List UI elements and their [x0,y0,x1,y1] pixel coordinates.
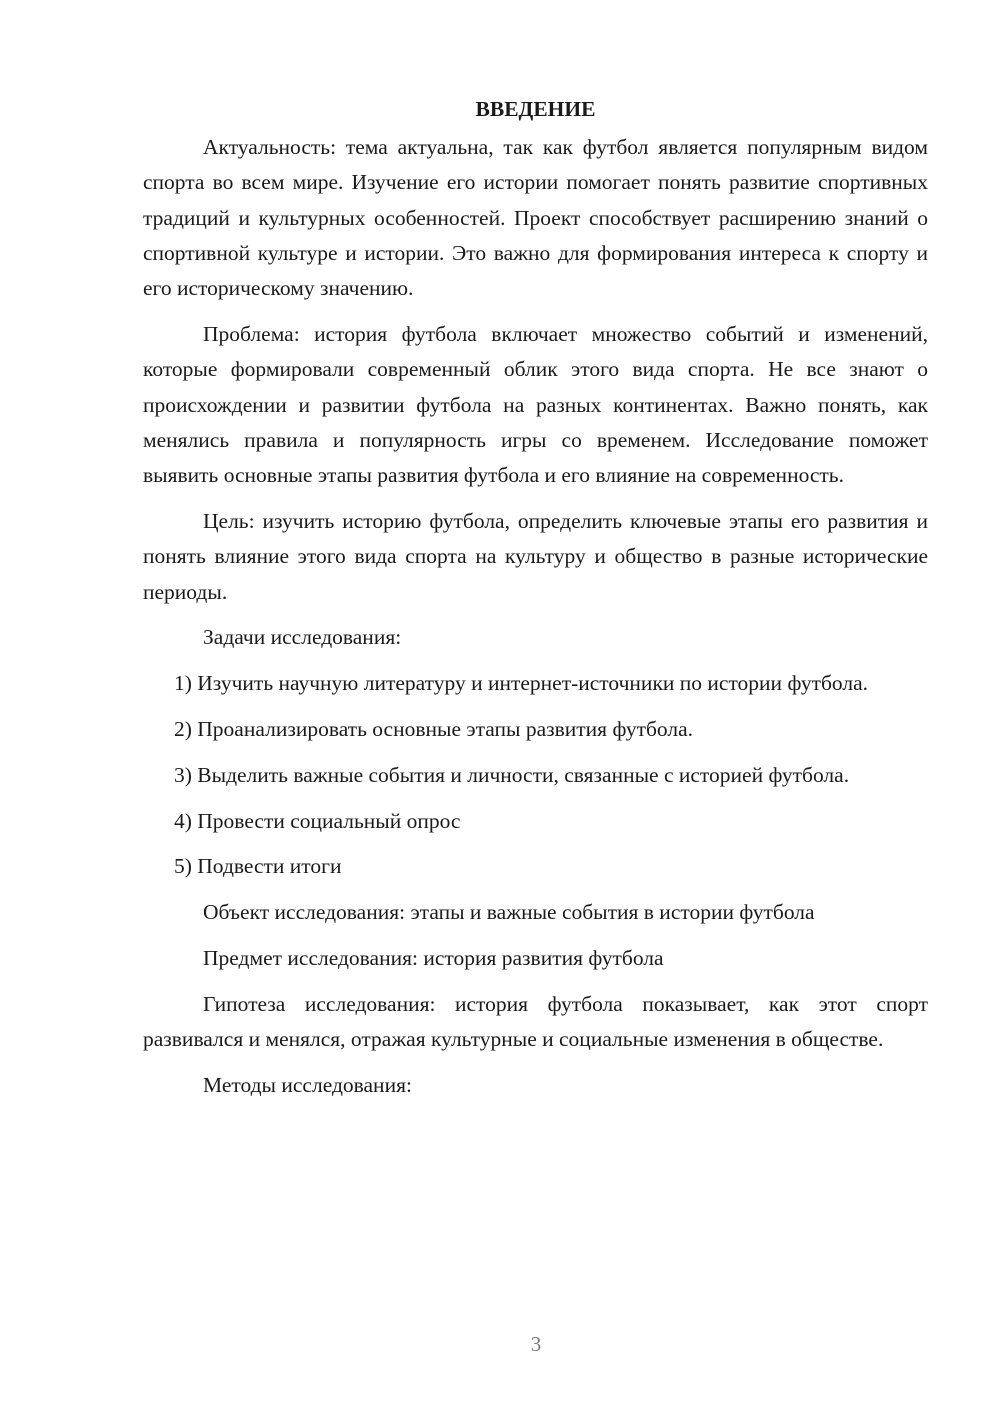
paragraph-hypothesis: Гипотеза исследования: история футбола показывает, как этот спорт развивался и менялся, отражая культурные и социальные изменения в обществе. [143,991,928,1052]
paragraph-methods: Методы исследования: [203,1072,412,1097]
document-page [143,92,928,1114]
task-item-5: 5) Подвести итоги [174,854,342,879]
paragraph-goal: Цель: изучить историю футбола, определить ключевые этапы его развития и понять влияние этого вида спорта на культуру и общество в разные исторические периоды. [143,508,928,604]
task-item-3: 3) Выделить важные события и личности, связанные с историей футбола. [174,762,850,787]
tasks-heading: Задачи исследования: [203,625,402,650]
section-title: ВВЕДЕНИЕ [475,97,596,121]
task-item-4: 4) Провести социальный опрос [174,808,461,833]
task-item-2: 2) Проанализировать основные этапы развития футбола. [174,716,694,741]
paragraph-object: Объект исследования: этапы и важные события в истории футбола [203,900,815,925]
paragraph-problem: Проблема: история футбола включает множество событий и изменений, которые формировали современный облик этого вида спорта. Не все знают о происхождении и развитии футбола на разных континентах. Важно понять, как менялись правила и популярность игры со временем. Исследование поможет выявить основные этапы развития футбола и его влияние на современность. [143,321,928,488]
page-number: 3 [530,1332,542,1356]
paragraph-relevance: Актуальность: тема актуальна, так как футбол является популярным видом спорта во всем мире. Изучение его истории помогает понять развитие спортивных традиций и культурных особенностей. Проект способствует расширению знаний о спортивной культуре и истории. Это важно для формирования интереса к спорту и его историческому значению. [143,135,928,301]
task-item-1: 1) Изучить научную литературу и интернет-источники по истории футбола. [174,671,869,696]
paragraph-subject: Предмет исследования: история развития футбола [203,945,664,970]
